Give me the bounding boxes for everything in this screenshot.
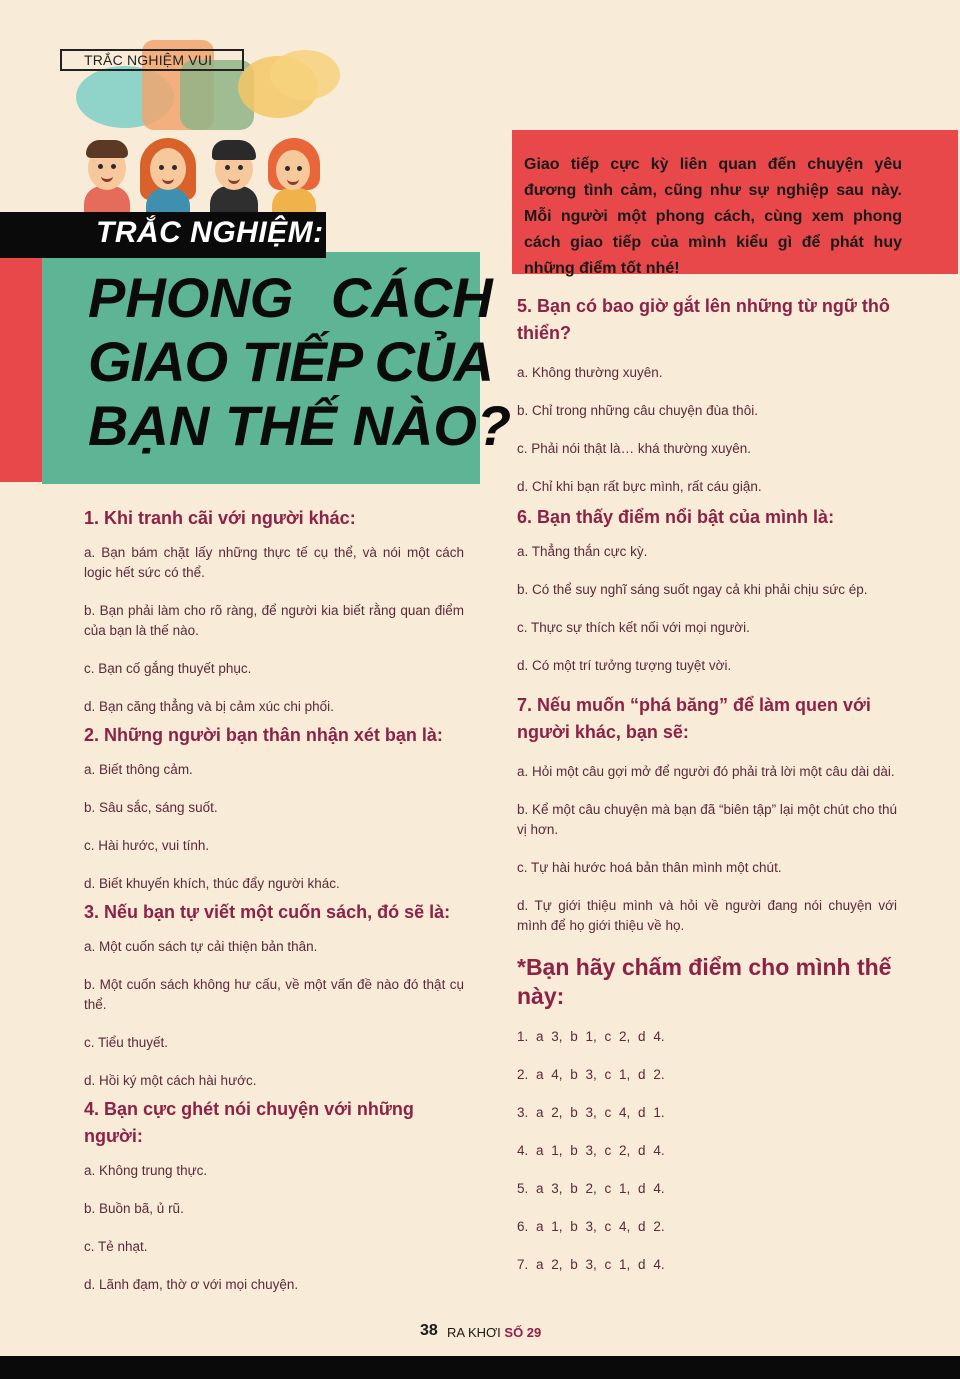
score-line: 2. a 4, b 3, c 1, d 2. (517, 1067, 665, 1082)
title-line-1: PHONG CÁCH (88, 266, 493, 329)
score-line: 3. a 2, b 3, c 4, d 1. (517, 1105, 665, 1120)
option-b: b. Chỉ trong những câu chuyện đùa thôi. (517, 403, 758, 418)
option-b: b. Buồn bã, ủ rũ. (84, 1201, 184, 1216)
option-b: b. Bạn phải làm cho rõ ràng, để người kia biết rằng quan điểm của bạn là thế nào. (84, 603, 464, 638)
left-accent-bar (0, 232, 42, 482)
question-title: 3. Nếu bạn tự viết một cuốn sách, đó sẽ là: (84, 902, 451, 922)
question-title: 4. Bạn cực ghét nói chuyện với những người: (84, 1099, 414, 1146)
title-line-2: GIAO TIẾP CỦA (88, 330, 493, 393)
score-line: 7. a 2, b 3, c 1, d 4. (517, 1257, 665, 1272)
score-line: 5. a 3, b 2, c 1, d 4. (517, 1181, 665, 1196)
option-b: b. Một cuốn sách không hư cấu, về một vấn đề nào đó thật cụ thể. (84, 977, 464, 1012)
scoring-title: *Bạn hãy chấm điểm cho mình thế này: (517, 954, 892, 1009)
option-c: c. Thực sự thích kết nối với mọi người. (517, 620, 750, 635)
option-a: a. Hỏi một câu gợi mở để người đó phải trả lời một câu dài dài. (517, 764, 895, 779)
person-3 (206, 138, 262, 214)
option-c: c. Tiểu thuyết. (84, 1035, 169, 1050)
option-a: a. Bạn bám chặt lấy những thực tế cụ thể, và nói một cách logic hết sức có thể. (84, 545, 464, 580)
title-line-3: BẠN THẾ NÀO? (88, 394, 512, 457)
option-d: d. Chỉ khi bạn rất bực mình, rất cáu giận. (517, 479, 762, 494)
option-d: d. Tự giới thiệu mình và hỏi về người đang nói chuyện với mình để họ giới thiệu về họ. (517, 898, 897, 933)
question-4 (84, 1096, 464, 1295)
score-line: 1. a 3, b 1, c 2, d 4. (517, 1029, 665, 1044)
option-d: d. Biết khuyến khích, thúc đẩy người khác. (84, 876, 340, 891)
question-title: 6. Bạn thấy điểm nổi bật của mình là: (517, 507, 835, 527)
question-3 (84, 899, 464, 1091)
intro-box (512, 130, 958, 277)
question-title: 2. Những người bạn thân nhận xét bạn là: (84, 725, 443, 745)
option-c: c. Tẻ nhạt. (84, 1239, 148, 1254)
question-6 (517, 504, 897, 676)
option-c: c. Phải nói thật là… khá thường xuyên. (517, 441, 752, 456)
intro-text: Giao tiếp cực kỳ liên quan đến chuyện yêu đương tình cảm, cũng như sự nghiệp sau này. Mỗi người một phong cách, cùng xem phong cách giao tiếp của mình kiểu gì để phát huy những điểm tốt nhé! (524, 156, 902, 277)
option-a: a. Một cuốn sách tự cải thiện bản thân. (84, 939, 318, 954)
option-b: b. Có thể suy nghĩ sáng suốt ngay cả khi phải chịu sức ép. (517, 582, 868, 597)
footer-bar (0, 1356, 960, 1379)
option-a: a. Biết thông cảm. (84, 762, 193, 777)
page-number: 38 (420, 1322, 438, 1339)
option-d: d. Lãnh đạm, thờ ơ với mọi chuyện. (84, 1277, 299, 1292)
question-1 (84, 505, 464, 717)
option-d: d. Có một trí tưởng tượng tuyệt vời. (517, 658, 732, 673)
option-b: b. Sâu sắc, sáng suốt. (84, 800, 218, 815)
person-4 (264, 138, 322, 214)
option-c: c. Tự hài hước hoá bản thân mình một chút. (517, 860, 782, 875)
question-title: 5. Bạn có bao giờ gắt lên những từ ngữ thô thiển? (517, 296, 890, 343)
questions-left-column (84, 505, 464, 1295)
score-line: 4. a 1, b 3, c 2, d 4. (517, 1143, 665, 1158)
option-a: a. Không trung thực. (84, 1163, 208, 1178)
option-a: a. Thẳng thắn cực kỳ. (517, 544, 648, 559)
question-title: 7. Nếu muốn “phá băng” để làm quen với người khác, bạn sẽ: (517, 695, 871, 742)
option-d: d. Hồi ký một cách hài hước. (84, 1073, 257, 1088)
subtitle: TRẮC NGHIỆM: (96, 216, 324, 249)
question-7 (517, 692, 897, 936)
person-2 (138, 138, 198, 214)
question-title: 1. Khi tranh cãi với người khác: (84, 508, 356, 528)
question-5 (517, 293, 897, 497)
people-illustration (76, 138, 326, 214)
option-d: d. Bạn căng thẳng và bị cảm xúc chi phối. (84, 699, 334, 714)
magazine-name (447, 1325, 541, 1340)
issue-number: SỐ 29 (504, 1325, 542, 1340)
questions-right-column (517, 293, 897, 1275)
bubble-yellow-small (270, 50, 340, 100)
score-line: 6. a 1, b 3, c 4, d 2. (517, 1219, 665, 1234)
option-a: a. Không thường xuyên. (517, 365, 663, 380)
section-label: TRẮC NGHIỆM VUI (60, 49, 244, 71)
magazine-title: RA KHƠI (447, 1325, 501, 1340)
question-2 (84, 722, 464, 894)
option-b: b. Kể một câu chuyện mà bạn đã “biên tập” lại một chút cho thú vị hơn. (517, 802, 897, 837)
person-1 (80, 138, 134, 214)
scoring-section (517, 953, 897, 1275)
option-c: c. Hài hước, vui tính. (84, 838, 210, 853)
option-c: c. Bạn cố gắng thuyết phục. (84, 661, 252, 676)
